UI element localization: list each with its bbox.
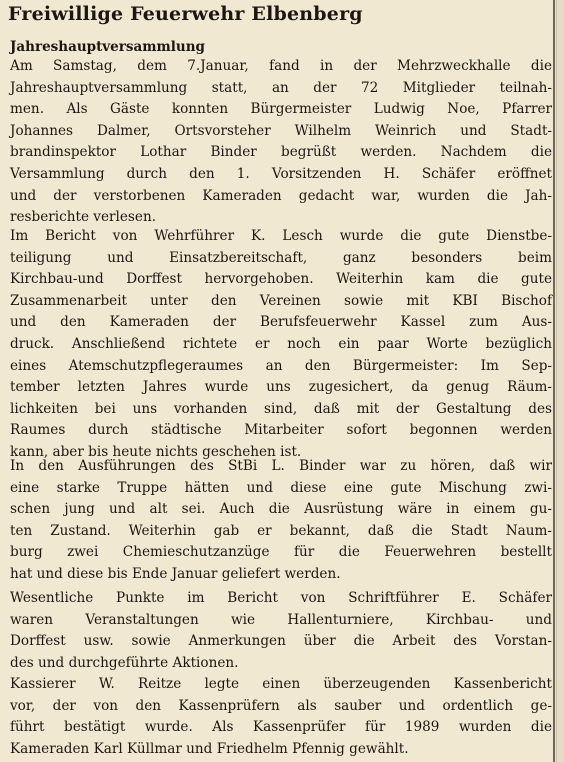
text-line: Versammlung durch den 1. Vorsitzenden H. Schäfer eröffnet xyxy=(10,165,552,182)
text-line: brandinspektor Lothar Binder begrüßt werden. Nachdem die xyxy=(10,144,552,161)
text-line: teiligung und Einsatzbereitschaft, ganz besonders beim xyxy=(10,249,552,266)
text-line: Dorffest usw. sowie Anmerkungen über die Arbeit des Vorstan- xyxy=(10,633,552,650)
text-line: Am Samstag, dem 7.Januar, fand in der Mehrzweckhalle die xyxy=(10,58,552,74)
text-line: kann, aber bis heute nichts geschehen ist. xyxy=(10,443,302,460)
text-line: druck. Anschließend richtete er noch ein paar Worte bezüglich xyxy=(10,335,552,352)
paragraph-1 xyxy=(10,56,552,229)
text-line: Kameraden Karl Küllmar und Friedhelm Pfennig gewählt. xyxy=(10,740,409,757)
text-line: hat und diese bis Ende Januar geliefert werden. xyxy=(10,565,341,582)
text-line: Wesentliche Punkte im Bericht von Schriftführer E. Schäfer xyxy=(10,590,552,606)
text-line: führt bestätigt wurde. Als Kassenprüfer für 1989 wurden die xyxy=(10,719,552,736)
paragraph-4 xyxy=(10,588,552,674)
paragraph-5 xyxy=(10,674,552,760)
text-line: waren Veranstaltungen wie Hallenturniere, Kirchbau- und xyxy=(10,611,552,628)
text-line: burg zwei Chemieschutzanzüge für die Feuerwehren bestellt xyxy=(10,544,552,561)
text-line: Johannes Dalmer, Ortsvorsteher Wilhelm Weinrich und Stadt- xyxy=(10,122,552,139)
text-line: eines Atemschutzpflegeraumes an den Bürgermeister: Im Sep- xyxy=(10,357,552,374)
text-line: Zusammenarbeit unter den Vereinen sowie mit KBI Bischof xyxy=(10,292,552,309)
article-subheading: Jahreshauptversammlung xyxy=(10,39,205,55)
text-line: und den Kameraden der Berufsfeuerwehr Kassel zum Aus- xyxy=(10,314,552,331)
text-line: Jahreshauptversammlung statt, an der 72 Mitglieder teilnah- xyxy=(10,79,552,96)
text-line: Kassierer W. Reitze legte einen überzeugenden Kassenbericht xyxy=(10,676,552,692)
article-heading: Freiwillige Feuerwehr Elbenberg xyxy=(8,3,363,25)
text-line: Im Bericht von Wehrführer K. Lesch wurde die gute Dienstbe- xyxy=(10,228,552,244)
text-line: resberichte verlesen. xyxy=(10,209,157,226)
text-line: und der verstorbenen Kameraden gedacht war, wurden die Jah- xyxy=(10,187,552,204)
text-line: schen jung und alt sei. Auch die Ausrüstung wäre in einem gu- xyxy=(10,501,552,518)
text-line: tember letzten Jahres wurde uns zugesichert, da genug Räum- xyxy=(10,379,552,396)
text-line: men. Als Gäste konnten Bürgermeister Ludwig Noe, Pfarrer xyxy=(10,101,552,118)
paragraph-3 xyxy=(10,456,552,586)
text-line: eine starke Truppe hätten und diese eine gute Mischung zwi- xyxy=(10,479,552,496)
text-line: lichkeiten bei uns vorhanden sind, daß mit der Gestaltung des xyxy=(10,400,552,417)
text-line: des und durchgeführte Aktionen. xyxy=(10,654,239,671)
text-line: ten Zustand. Weiterhin gab er bekannt, daß die Stadt Naum- xyxy=(10,522,552,539)
text-line: In den Ausführungen des StBi L. Binder war zu hören, daß wir xyxy=(10,458,552,474)
text-line: Kirchbau-und Dorffest hervorgehoben. Weiterhin kam die gute xyxy=(10,271,552,288)
paragraph-2 xyxy=(10,226,552,464)
text-line: vor, der von den Kassenprüfern als sauber und ordentlich ge- xyxy=(10,697,552,714)
column-rule xyxy=(553,0,555,762)
text-line: Raumes durch städtische Mitarbeiter sofort begonnen werden xyxy=(10,422,552,439)
